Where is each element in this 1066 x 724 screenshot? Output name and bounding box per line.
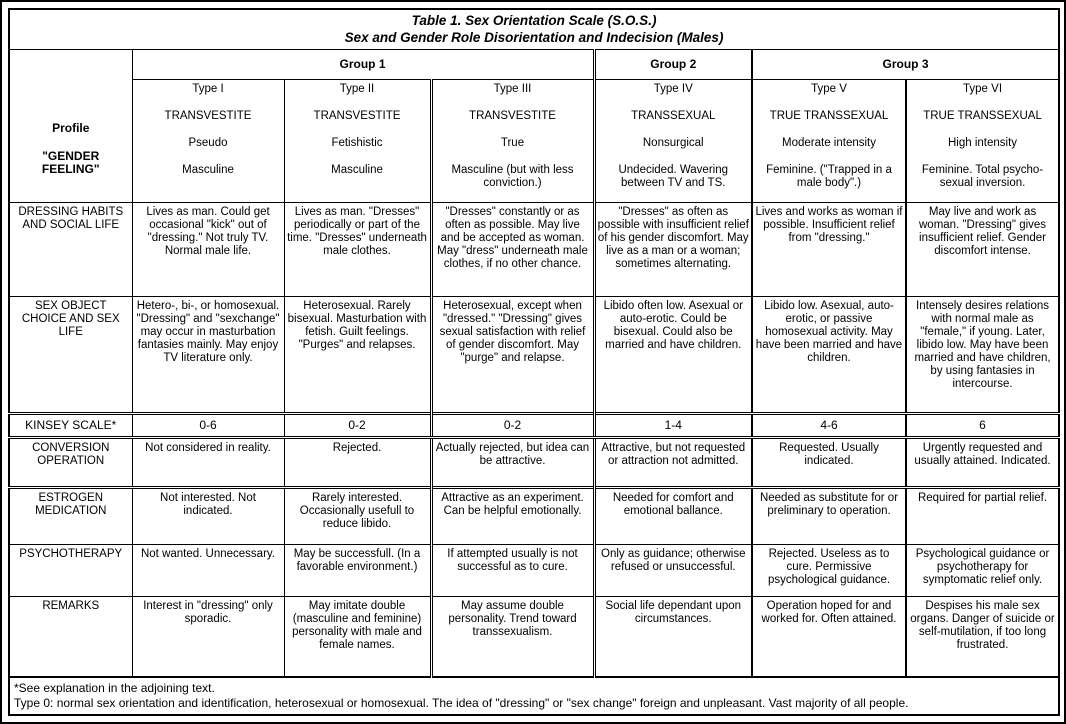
type-6-header [906, 79, 1059, 202]
type-3-name: Type III [493, 82, 532, 95]
cell-remarks-t4: Social life dependant upon circumstances. [594, 596, 752, 676]
cell-sex-object-t6: Intensely desires relations with normal male as "female," if young. Later, libido low. May have been married and have children, by using fantasies in intercourse. [906, 297, 1059, 414]
cell-kinsey-t1: 0-6 [132, 413, 284, 437]
cell-sex-object-t4: Libido often low. Asexual or auto-erotic. Could be bisexual. Could also be married and have children. [594, 297, 752, 414]
cell-remarks-t2: May imitate double (masculine and feminine) personality with male and female names. [284, 596, 431, 676]
type-1-feeling: Masculine [182, 163, 234, 176]
cell-kinsey-t6: 6 [906, 413, 1059, 437]
type-2-feeling: Masculine [331, 163, 383, 176]
cell-conversion-t4: Attractive, but not requested or attraction not admitted. [594, 437, 752, 487]
type-5-header [752, 79, 906, 202]
footnote-type0: Type 0: normal sex orientation and identification, heterosexual or homosexual. The idea of "dressing" or "sex change" foreign and unpleasant. Vast majority of all people. [14, 695, 909, 710]
cell-conversion-t6: Urgently requested and usually attained. Indicated. [906, 437, 1059, 487]
cell-sex-object-t5: Libido low. Asexual, auto-erotic, or passive homosexual activity. May have been married and have children. [752, 297, 906, 414]
type-1-subtype: Pseudo [188, 136, 228, 149]
cell-conversion-t5: Requested. Usually indicated. [752, 437, 906, 487]
cell-dressing-t1: Lives as man. Could get occasional "kick" out of "dressing." Not truly TV. Normal male life. [132, 202, 284, 297]
type-6-subtype: High intensity [948, 136, 1018, 149]
type-5-feeling: Feminine. ("Trapped in a male body".) [766, 163, 892, 189]
type-5-name: Type V [811, 82, 847, 95]
cell-kinsey-t2: 0-2 [284, 413, 431, 437]
type-3-subtype: True [500, 136, 525, 149]
cell-dressing-t4: "Dresses" as often as possible with insufficient relief of his gender discomfort. May live as a man or a woman; sometimes alternating. [594, 202, 752, 297]
cell-kinsey-t4: 1-4 [594, 413, 752, 437]
row-label-kinsey: KINSEY SCALE* [9, 413, 132, 437]
type-2-name: Type II [339, 82, 375, 95]
profile-label-line1: Profile [52, 120, 90, 135]
type-4-category: TRANSSEXUAL [631, 109, 716, 122]
cell-conversion-t3: Actually rejected, but idea can be attractive. [431, 437, 594, 487]
cell-psychotherapy-t3: If attempted usually is not successful as to cure. [431, 545, 594, 596]
table-title [9, 9, 1059, 49]
cell-psychotherapy-t1: Not wanted. Unnecessary. [132, 545, 284, 596]
type-3-header [431, 79, 594, 202]
row-label-dressing: DRESSING HABITS AND SOCIAL LIFE [9, 202, 132, 297]
type-1-name: Type I [192, 82, 224, 95]
cell-remarks-t5: Operation hoped for and worked for. Often attained. [752, 596, 906, 676]
type-1-header [132, 79, 284, 202]
type-2-category: TRANSVESTITE [313, 109, 401, 122]
cell-estrogen-t5: Needed as substitute for or preliminary to operation. [752, 488, 906, 545]
type-5-category: TRUE TRANSSEXUAL [769, 109, 889, 122]
row-label-estrogen: ESTROGEN MEDICATION [9, 488, 132, 545]
type-3-feeling: Masculine (but with less conviction.) [451, 163, 574, 189]
cell-dressing-t3: "Dresses" constantly or as often as possible. May live and be accepted as woman. May "dress" underneath male clothes, if no other chance. [431, 202, 594, 297]
type-2-subtype: Fetishistic [331, 136, 383, 149]
cell-dressing-t2: Lives as man. "Dresses" periodically or part of the time. "Dresses" underneath male clothes. [284, 202, 431, 297]
cell-remarks-t1: Interest in "dressing" only sporadic. [132, 596, 284, 676]
row-label-conversion: CONVERSION OPERATION [9, 437, 132, 487]
profile-row-label [9, 49, 132, 202]
cell-psychotherapy-t6: Psychological guidance or psychotherapy for symptomatic relief only. [906, 545, 1059, 596]
cell-kinsey-t3: 0-2 [431, 413, 594, 437]
group-3-header: Group 3 [752, 49, 1059, 79]
type-2-header [284, 79, 431, 202]
type-1-category: TRANSVESTITE [164, 109, 252, 122]
cell-dressing-t6: May live and work as woman. "Dressing" gives insufficient relief. Gender discomfort intense. [906, 202, 1059, 297]
type-3-category: TRANSVESTITE [469, 109, 556, 122]
row-label-psychotherapy: PSYCHOTHERAPY [9, 545, 132, 596]
profile-label-line2: "GENDER FEELING" [41, 148, 100, 176]
type-4-name: Type IV [653, 82, 693, 95]
cell-remarks-t3: May assume double personality. Trend toward transsexualism. [431, 596, 594, 676]
type-6-category: TRUE TRANSSEXUAL [923, 109, 1042, 122]
cell-psychotherapy-t4: Only as guidance; otherwise refused or unsuccessful. [594, 545, 752, 596]
cell-conversion-t1: Not considered in reality. [132, 437, 284, 487]
group-1-header: Group 1 [132, 49, 594, 79]
table-title-line1: Table 1. Sex Orientation Scale (S.O.S.) [411, 13, 657, 29]
cell-estrogen-t2: Rarely interested. Occasionally usefull to reduce libido. [284, 488, 431, 545]
table-title-line2: Sex and Gender Role Disorientation and Indecision (Males) [344, 30, 724, 46]
cell-estrogen-t1: Not interested. Not indicated. [132, 488, 284, 545]
cell-sex-object-t3: Heterosexual, except when "dressed." "Dressing" gives sexual satisfaction with relief of gender discomfort. May "purge" and relapse. [431, 297, 594, 414]
sex-orientation-scale-table [8, 8, 1060, 716]
footnotes [9, 677, 1059, 715]
type-6-name: Type VI [963, 82, 1003, 95]
cell-conversion-t2: Rejected. [284, 437, 431, 487]
cell-estrogen-t4: Needed for comfort and emotional ballance. [594, 488, 752, 545]
cell-remarks-t6: Despises his male sex organs. Danger of suicide or self-mutilation, if too long frustrated. [906, 596, 1059, 676]
cell-psychotherapy-t2: May be successfull. (In a favorable environment.) [284, 545, 431, 596]
cell-sex-object-t2: Heterosexual. Rarely bisexual. Masturbation with fetish. Guilt feelings. "Purges" and relapses. [284, 297, 431, 414]
cell-estrogen-t6: Required for partial relief. [906, 488, 1059, 545]
type-5-subtype: Moderate intensity [782, 136, 876, 149]
group-2-header: Group 2 [594, 49, 752, 79]
cell-kinsey-t5: 4-6 [752, 413, 906, 437]
type-4-subtype: Nonsurgical [642, 136, 704, 149]
row-label-remarks: REMARKS [9, 596, 132, 676]
cell-sex-object-t1: Hetero-, bi-, or homosexual. "Dressing" and "sexchange" may occur in masturbation fantasies mainly. May enjoy TV literature only. [132, 297, 284, 414]
cell-psychotherapy-t5: Rejected. Useless as to cure. Permissive psychological guidance. [752, 545, 906, 596]
type-4-header [594, 79, 752, 202]
type-4-feeling: Undecided. Wavering between TV and TS. [618, 163, 729, 189]
footnote-asterisk: *See explanation in the adjoining text. [14, 680, 215, 695]
cell-estrogen-t3: Attractive as an experiment. Can be helpful emotionally. [431, 488, 594, 545]
row-label-sex-object: SEX OBJECT CHOICE AND SEX LIFE [9, 297, 132, 414]
type-6-feeling: Feminine. Total psycho-sexual inversion. [921, 163, 1044, 189]
cell-dressing-t5: Lives and works as woman if possible. Insufficient relief from "dressing." [752, 202, 906, 297]
